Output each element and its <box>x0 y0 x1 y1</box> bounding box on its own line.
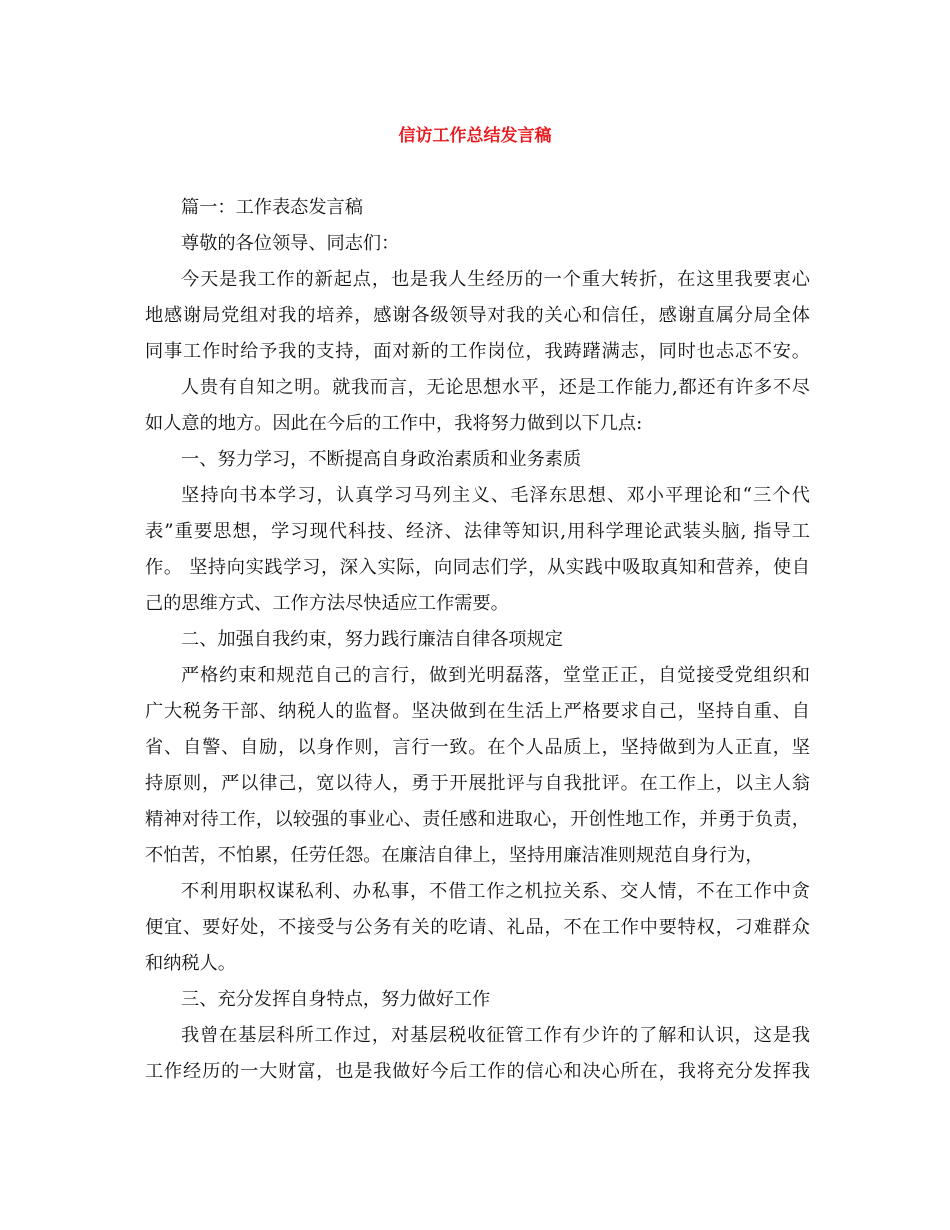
document-title: 信访工作总结发言稿 <box>398 126 552 146</box>
text-line-9: 坚持向书本学习，认真学习马列主义、毛泽东思想、邓小平理论和“三个代 <box>181 485 810 506</box>
text-line-4: 地感谢局党组对我的培养，感谢各级领导对我的关心和信任，感谢直属分局全体 <box>145 305 810 326</box>
text-line-22: 和纳税人。 <box>145 953 236 974</box>
text-line-23: 三、充分发挥自身特点，努力做好工作 <box>181 989 491 1010</box>
text-line-19: 不怕苦，不怕累，任劳任怨。在廉洁自律上，坚持用廉洁准则规范自身行为， <box>145 845 764 866</box>
text-line-14: 严格约束和规范自己的言行，做到光明磊落，堂堂正正，自觉接受党组织和 <box>181 665 810 686</box>
text-line-5: 同事工作时给予我的支持，面对新的工作岗位，我踌躇满志，同时也忐忑不安。 <box>145 341 810 362</box>
text-line-1: 篇一：工作表态发言稿 <box>181 197 363 218</box>
text-line-10: 表”重要思想，学习现代科技、经济、法律等知识,用科学理论武装头脑, 指导工 <box>145 521 810 542</box>
text-line-12: 己的思维方式、工作方法尽快适应工作需要。 <box>145 593 509 614</box>
text-line-13: 二、加强自我约束，努力践行廉洁自律各项规定 <box>181 629 563 650</box>
text-line-3: 今天是我工作的新起点，也是我人生经历的一个重大转折，在这里我要衷心 <box>181 269 810 290</box>
text-line-17: 持原则，严以律己，宽以待人，勇于开展批评与自我批评。在工作上，以主人翁 <box>145 773 810 794</box>
text-line-6: 人贵有自知之明。就我而言，无论思想水平，还是工作能力,都还有许多不尽 <box>181 377 810 398</box>
text-line-15: 广大税务干部、纳税人的监督。坚决做到在生活上严格要求自己，坚持自重、自 <box>145 701 810 722</box>
text-line-20: 不利用职权谋私利、办私事，不借工作之机拉关系、交人情，不在工作中贪 <box>181 881 810 902</box>
text-line-18: 精神对待工作，以较强的事业心、责任感和进取心，开创性地工作，并勇于负责， <box>145 809 810 830</box>
text-line-16: 省、自警、自励，以身作则，言行一致。在个人品质上，坚持做到为人正直，坚 <box>145 737 810 758</box>
text-line-8: 一、努力学习，不断提高自身政治素质和业务素质 <box>181 449 582 470</box>
text-line-7: 如人意的地方。因此在今后的工作中，我将努力做到以下几点: <box>145 413 643 434</box>
text-line-11: 作。 坚持向实践学习，深入实际，向同志们学，从实践中吸取真知和营养，使自 <box>145 557 810 578</box>
text-line-24: 我曾在基层科所工作过，对基层税收征管工作有少许的了解和认识，这是我 <box>181 1025 810 1046</box>
text-line-25: 工作经历的一大财富，也是我做好今后工作的信心和决心所在，我将充分发挥我 <box>145 1061 810 1082</box>
text-line-21: 便宜、要好处，不接受与公务有关的吃请、礼品，不在工作中要特权，刁难群众 <box>145 917 810 938</box>
text-line-2: 尊敬的各位领导、同志们： <box>181 233 400 254</box>
